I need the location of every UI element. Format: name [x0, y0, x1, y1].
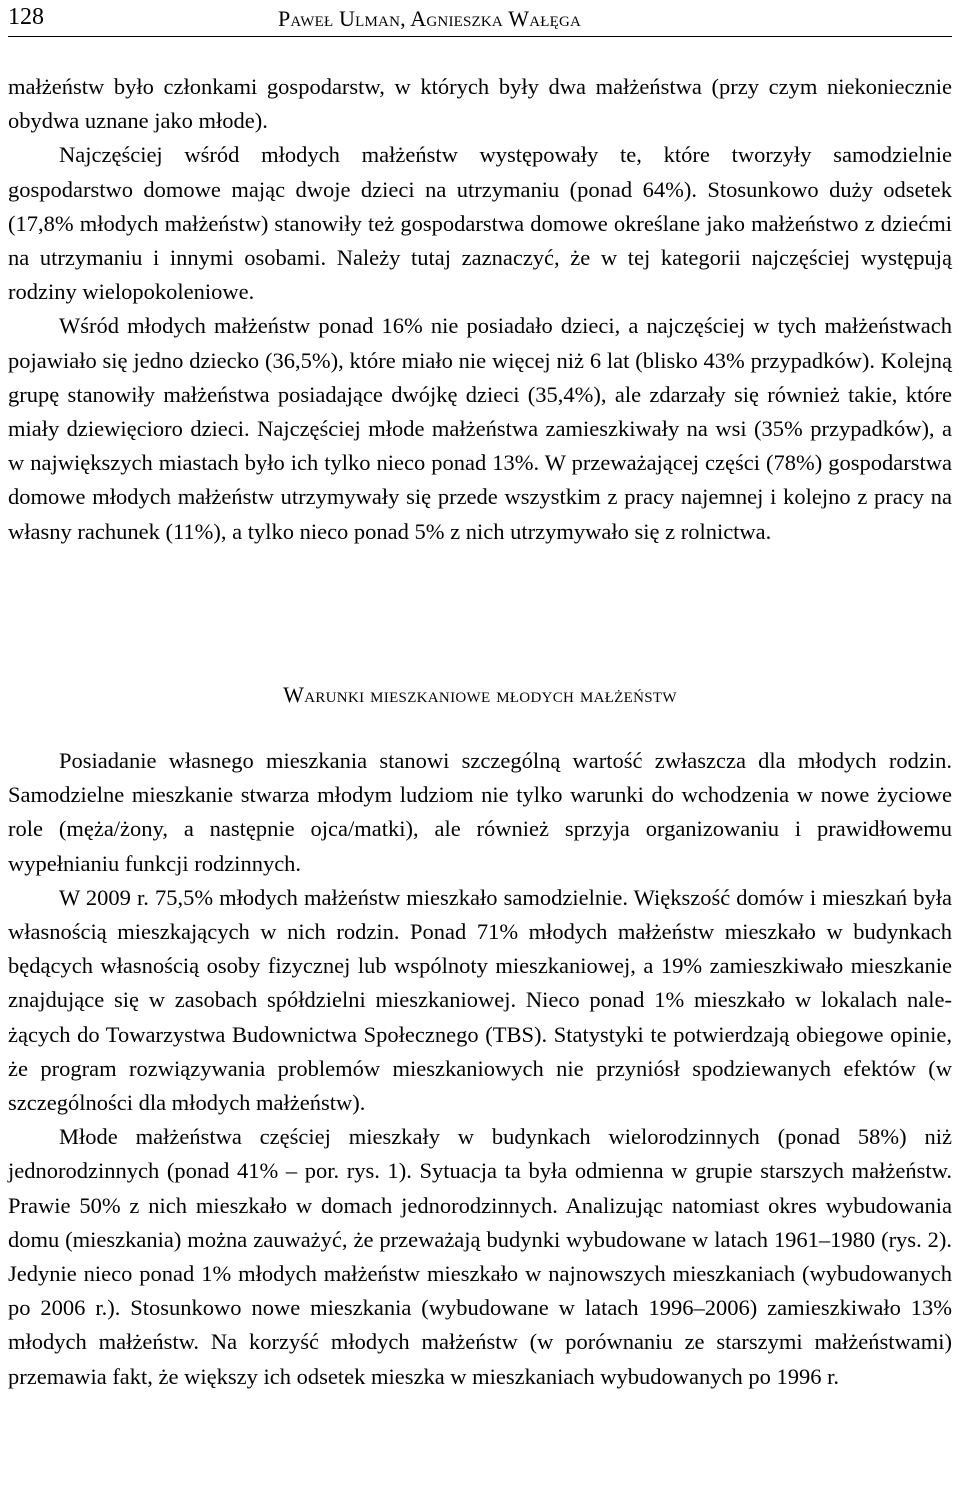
- section-heading: Warunki mieszkaniowe młodych małżeństw: [283, 682, 677, 707]
- header-authors: Paweł Ulman, Agnieszka Wałęga: [278, 6, 582, 31]
- paragraph: Wśród młodych małżeństw ponad 16% nie posiadało dzieci, a najczęściej w tych małżeństwach pojawiało się jedno dziecko (36,5%), które miało nie więcej niż 6 lat (blisko 43% przypadków). Kolejną grupę stanowiły małżeństwa posiadające dwójkę dzieci (35,4%), ale zdarzały się również takie, które miały dziewięcioro dzieci. Najczęściej młode małżeństwa zamieszkiwały na wsi (35% przypadków), a w największych miastach było ich tylko nieco ponad 13%. W przeważającej części (78%) gospodarstwa domowe młodych małżeństw utrzymywały się przede wszystkim z pracy najemnej i kolejno z pracy na własny rachunek (11%), a tylko nieco ponad 5% z nich utrzymywało się z rolnictwa.: [8, 313, 952, 544]
- paragraph: małżeństw było członkami gospodarstw, w których były dwa małżeństwa (przy czym niekoniecznie obydwa uznane jako młode).: [8, 74, 952, 134]
- paragraph: Posiadanie własnego mieszkania stanowi szczególną wartość zwłaszcza dla młodych rodzin. Samodzielne mieszkanie stwarza młodym ludziom nie tylko warunki do wchodzenia w nowe życiowe role (męża/żony, a następnie ojca/matki), ale również sprzyja organizowaniu i prawidłowemu wypełnianiu funkcji rodzinnych.: [8, 748, 952, 876]
- running-header: [8, 2, 952, 37]
- page-number: 128: [8, 4, 44, 30]
- body-text-bottom: [8, 744, 952, 1394]
- paragraph: Najczęściej wśród młodych małżeństw występowały te, które tworzyły samodzielnie gospodarstwo domowe mając dwoje dzieci na utrzymaniu (ponad 64%). Stosunkowo duży odsetek (17,8% młodych małżeństw) stanowiły też gospodarstwa domowe określane jako małżeństwo z dziećmi na utrzymaniu i innymi osobami. Należy tutaj zaznaczyć, że w tej kategorii najczęściej występują rodziny wielopokoleniowe.: [8, 142, 952, 305]
- paragraph: W 2009 r. 75,5% młodych małżeństw mieszkało samodzielnie. Większość domów i mieszkań była własnością mieszkających w nich rodzin. Ponad 71% młodych małżeństw mieszkało w budynkach będących własnością osoby fizycznej lub wspólnoty mieszkaniowej, a 19% zamieszkiwało mieszkanie znajdujące się w zasobach spółdzielni mieszkaniowej. Nieco ponad 1% mieszkało w lokalach należących do Towarzystwa Budownictwa Społecznego (TBS). Statystyki te potwierdzają obiegowe opinie, że program rozwiązywania problemów mieszkaniowych nie przyniósł spodziewanych efektów (w szczególności dla młodych małżeństw).: [8, 884, 952, 1116]
- body-text-top: [8, 70, 952, 549]
- paragraph: Młode małżeństwa częściej mieszkały w budynkach wielorodzinnych (ponad 58%) niż jednorodzinnych (ponad 41% – por. rys. 1). Sytuacja ta była odmienna w grupie starszych małżeństw. Prawie 50% z nich mieszkało w domach jednorodzinnych. Analizując natomiast okres wybudowania domu (mieszkania) można zauważyć, że przeważają budynki wybudowane w latach 1961–1980 (rys. 2). Jedynie nieco ponad 1% młodych małżeństw mieszkało w najnowszych mieszkaniach (wybudowanych po 2006 r.). Stosunkowo nowe mieszkania (wybudowane w latach 1996–2006) zamieszkiwało 13% młodych małżeństw. Na korzyść młodych małżeństw (w porównaniu ze starszymi małżeństwami) przemawia fakt, że większy ich odsetek mieszka w mieszkaniach wybudowanych po 1996 r.: [8, 1124, 952, 1389]
